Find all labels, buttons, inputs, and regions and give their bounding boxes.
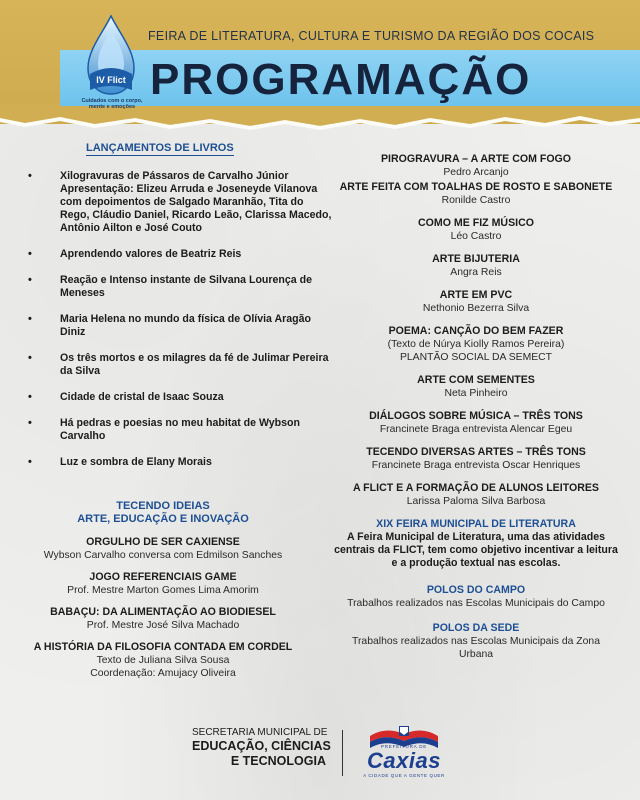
activity-subtitle: Nethonio Bezerra Silva <box>422 303 530 314</box>
activity-entry <box>326 217 626 243</box>
activity-entry <box>326 410 626 436</box>
book-line: da Silva <box>60 365 101 377</box>
description-line: Trabalhos realizados nas Escolas Municipais da Zona <box>352 636 600 647</box>
activity-entry <box>326 289 626 315</box>
activity-title: ARTE FEITA COM TOALHAS DE ROSTO E SABONETE <box>339 181 613 193</box>
logo-text: IV Flict <box>96 75 126 85</box>
bullet-icon: • <box>28 391 32 403</box>
book-line: Meneses <box>60 287 105 299</box>
activity-title: POEMA: CANÇÃO DO BEM FAZER <box>388 325 564 337</box>
tecendo-head-1: TECENDO IDEIAS <box>116 500 210 512</box>
book-list <box>28 170 332 469</box>
feira-description <box>326 531 626 570</box>
description-line: centrais da FLICT, tem como objetivo incentivar a leitura <box>334 544 618 556</box>
book-item <box>28 391 328 404</box>
book-line: Reação e Intenso instante de Silvana Lourença de <box>60 274 312 286</box>
bullet-icon: • <box>28 313 32 325</box>
description-line: Urbana <box>458 649 494 660</box>
book-item <box>28 170 332 235</box>
secretaria-line-3: E TECNOLOGIA <box>230 754 326 768</box>
activity-title: ARTE COM SEMENTES <box>417 374 535 386</box>
bullet-icon: • <box>28 274 32 286</box>
activity-entry <box>326 253 626 279</box>
activity-subtitle: Francinete Braga entrevista Oscar Henriques <box>371 460 581 471</box>
caxias-slogan: A CIDADE QUE A GENTE QUER <box>363 773 445 778</box>
activity-subtitle: PLANTÃO SOCIAL DA SEMECT <box>399 352 553 363</box>
tecendo-section <box>28 500 298 689</box>
bullet-icon: • <box>28 417 32 429</box>
book-line: Os três mortos e os milagres da fé de Julimar Pereira <box>60 352 329 364</box>
book-item <box>28 352 328 378</box>
tecendo-head-2: ARTE, EDUCAÇÃO E INOVAÇÃO <box>77 513 249 525</box>
bullet-icon: • <box>28 456 32 468</box>
activity-title: DIÁLOGOS SOBRE MÚSICA – TRÊS TONS <box>369 410 583 422</box>
activity-subtitle: Neta Pinheiro <box>444 388 508 399</box>
activity-subtitle: Angra Reis <box>450 267 502 278</box>
activity-title: ARTE BIJUTERIA <box>432 253 520 265</box>
book-line: Xilogravuras de Pássaros de Carvalho Júnior <box>60 170 289 182</box>
activity-title: PIROGRAVURA – A ARTE COM FOGO <box>380 153 572 165</box>
entry-title: A HISTÓRIA DA FILOSOFIA CONTADA EM CORDEL <box>33 641 293 653</box>
activity-entries <box>326 153 626 508</box>
entry-title: ORGULHO DE SER CAXIENSE <box>86 536 240 548</box>
prefeitura-label: PREFEITURA DE <box>380 744 428 749</box>
right-column <box>326 153 626 670</box>
activity-entry <box>326 181 626 207</box>
activity-entry <box>326 153 626 179</box>
activity-subtitle: Ronilde Castro <box>441 195 511 206</box>
entry-title: JOGO REFERENCIAIS GAME <box>89 571 237 583</box>
description-line: Trabalhos realizados nas Escolas Municipais do Campo <box>347 598 605 609</box>
activity-entry <box>326 325 626 364</box>
entry-subtitle: Texto de Juliana Silva Sousa <box>96 655 230 666</box>
book-line: Antônio Ailton e José Couto <box>60 222 203 234</box>
entry-subtitle: Wybson Carvalho conversa com Edmilson Sanches <box>43 550 283 561</box>
footer-divider <box>342 730 343 776</box>
book-item <box>28 417 328 443</box>
book-line: Carvalho <box>60 430 106 442</box>
tecendo-entry <box>28 606 298 632</box>
tecendo-entry <box>28 571 298 597</box>
book-line: com depoimentos de Salgado Maranhão, Tita do <box>60 196 304 208</box>
bullet-icon: • <box>28 352 32 364</box>
book-item <box>28 456 328 469</box>
book-item <box>28 248 328 261</box>
description-line: A Feira Municipal de Literatura, uma das atividades <box>346 531 606 543</box>
activity-title: TECENDO DIVERSAS ARTES – TRÊS TONS <box>366 446 586 458</box>
polos-sede-title: POLOS DA SEDE <box>432 622 520 634</box>
secretaria-line-2: EDUCAÇÃO, CIÊNCIAS <box>192 739 331 753</box>
book-line: Luz e sombra de Elany Morais <box>60 456 212 468</box>
activity-subtitle: Francinete Braga entrevista Alencar Egeu <box>379 424 573 435</box>
flict-droplet-logo <box>80 12 142 112</box>
lancamentos-section <box>28 138 332 482</box>
activity-subtitle: (Texto de Núrya Kiolly Ramos Pereira) <box>387 339 565 350</box>
activity-title: COMO ME FIZ MÚSICO <box>418 217 534 229</box>
polos-sede-description <box>326 635 626 661</box>
page-title: PROGRAMAÇÃO <box>150 55 532 104</box>
book-line: Maria Helena no mundo da física de Olívia Aragão <box>60 313 311 325</box>
entry-subtitle: Coordenação: Amujacy Oliveira <box>90 668 236 679</box>
description-line: e a produção textual nas escolas. <box>391 557 561 569</box>
book-line: Diniz <box>60 326 86 338</box>
entry-title: BABAÇU: DA ALIMENTAÇÃO AO BIODIESEL <box>50 606 276 618</box>
event-subtitle: FEIRA DE LITERATURA, CULTURA E TURISMO DA REGIÃO DOS COCAIS <box>148 29 595 43</box>
polos-campo-title: POLOS DO CAMPO <box>426 584 526 596</box>
entry-subtitle: Prof. Mestre Marton Gomes Lima Amorim <box>67 585 259 596</box>
caxias-wordmark: Caxias <box>367 748 441 773</box>
entry-subtitle: Prof. Mestre José Silva Machado <box>86 620 240 631</box>
activity-subtitle: Larissa Paloma Silva Barbosa <box>406 496 546 507</box>
activity-entry <box>326 374 626 400</box>
book-line: Há pedras e poesias no meu habitat de Wybson <box>60 417 300 429</box>
feira-title: XIX FEIRA MUNICIPAL DE LITERATURA <box>376 518 576 530</box>
activity-subtitle: Léo Castro <box>450 231 502 242</box>
tecendo-entry <box>28 641 298 680</box>
logo-tagline: Cuidados com o corpo, mente e emoções <box>81 98 143 110</box>
lancamentos-title: LANÇAMENTOS DE LIVROS <box>86 142 234 154</box>
polos-campo-block <box>326 584 626 610</box>
activity-entry <box>326 482 626 508</box>
book-line: Apresentação: Elizeu Arruda e Joseneyde Vilanova <box>60 183 318 195</box>
secretaria-logo <box>192 727 331 769</box>
secretaria-line-1: SECRETARIA MUNICIPAL DE <box>192 727 328 738</box>
activity-title: A FLICT E A FORMAÇÃO DE ALUNOS LEITORES <box>352 482 599 494</box>
activity-subtitle: Pedro Arcanjo <box>443 167 509 178</box>
feira-municipal-block <box>326 518 626 570</box>
bullet-icon: • <box>28 170 32 182</box>
polos-sede-block <box>326 622 626 661</box>
book-item <box>28 313 328 339</box>
polos-campo-description <box>326 597 626 610</box>
book-item <box>28 274 328 300</box>
tecendo-entry <box>28 536 298 562</box>
book-line: Aprendendo valores de Beatriz Reis <box>60 248 242 260</box>
activity-entry <box>326 446 626 472</box>
bullet-icon: • <box>28 248 32 260</box>
tecendo-entries <box>28 536 298 680</box>
book-line: Cidade de cristal de Isaac Souza <box>60 391 224 403</box>
book-line: Rego, Cláudio Daniel, Ricardo Leão, Clarissa Macedo, <box>60 209 332 221</box>
activity-title: ARTE EM PVC <box>439 289 513 301</box>
